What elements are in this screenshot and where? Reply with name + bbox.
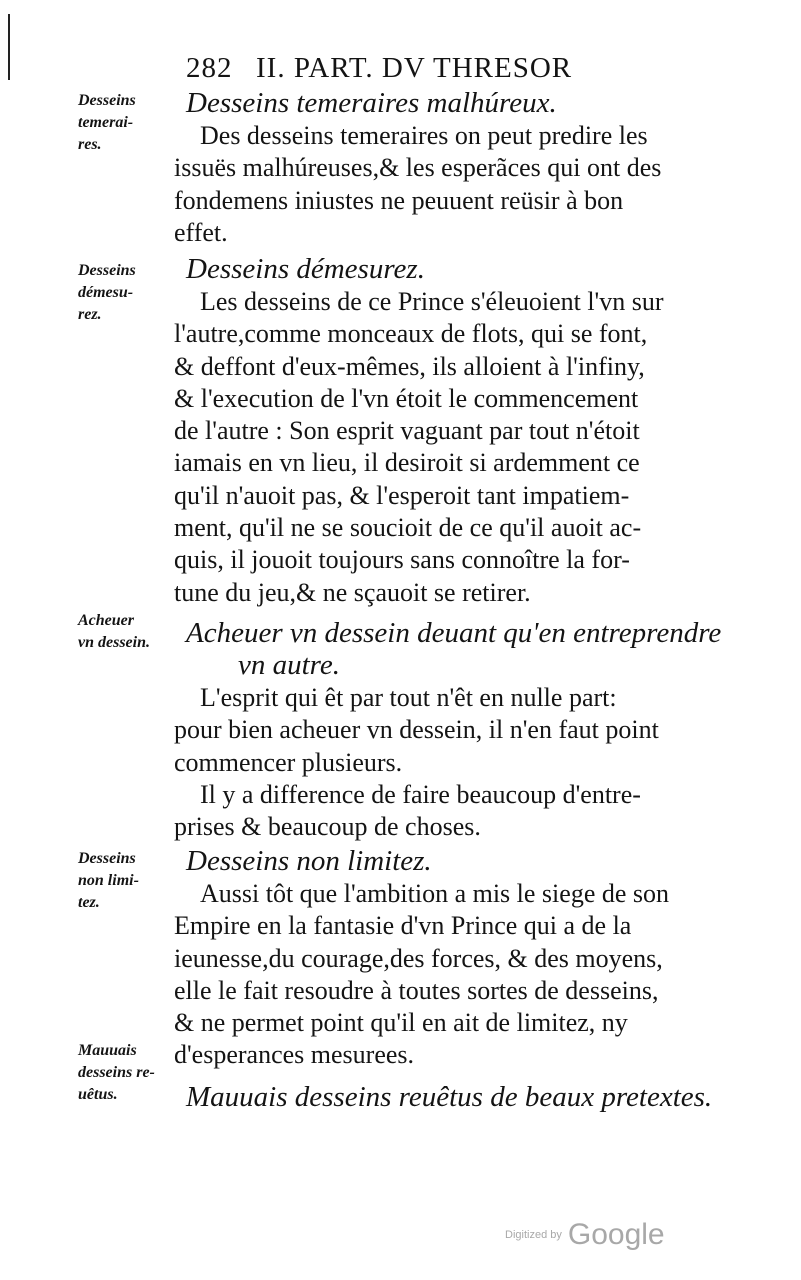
margin-note-line: vn dessein. [78,634,150,651]
margin-note-desseins-non-limitez [78,848,170,914]
text-line: Il y a difference de faire beaucoup d'entre- [200,779,641,809]
running-header [186,52,572,85]
text-line: issuës malhúreuses,& les esperãces qui ont des [174,153,662,183]
section-text [174,682,714,843]
running-title: II. PART. DV THRESOR [256,52,573,84]
section-heading: Acheuer vn dessein deuant qu'en entreprendre [186,617,722,649]
google-logo: Google [567,1218,665,1251]
section-text [174,878,714,1072]
section-heading: Desseins temeraires malhúreux. [186,87,557,119]
section-heading: Desseins démesurez. [186,253,425,285]
text-line: ieunesse,du courage,des forces, & des moyens, [174,943,663,973]
section-heading: Desseins non limitez. [186,845,432,877]
section-text [174,120,714,249]
text-line: Des desseins temeraires on peut predire les [200,121,648,150]
margin-note-line: Mauuais [78,1042,137,1059]
page-number: 282 [186,52,233,84]
text-line: quis, il jouoit toujours sans connoître la for- [174,545,630,575]
google-watermark [505,1218,665,1252]
margin-note-line: Acheuer [78,612,134,629]
margin-note-line: desseins re- [78,1064,155,1081]
margin-note-acheuer-dessein [78,610,170,654]
text-line: pour bien acheuer vn dessein, il n'en faut point [174,715,659,745]
text-line: d'esperances mesurees. [174,1040,415,1070]
margin-note-desseins-temeraires [78,90,170,156]
text-line: prises & beaucoup de choses. [174,812,481,842]
text-line: effet. [174,217,228,247]
margin-note-line: non limi- [78,872,139,889]
text-line: Empire en la fantasie d'vn Prince qui a de la [174,911,632,941]
text-line: Aussi tôt que l'ambition a mis le siege de son [200,879,670,908]
margin-note-line: démesu- [78,284,134,301]
section-heading: Mauuais desseins reuêtus de beaux pretextes. [186,1081,713,1113]
text-line: iamais en vn lieu, il desiroit si ardemment ce [174,448,640,478]
text-line: fondemens iniustes ne peuuent reüsir à bon [174,185,624,215]
watermark-prefix: Digitized by [505,1229,562,1241]
margin-note-line: temerai- [78,114,134,131]
text-line: de l'autre : Son esprit vaguant par tout n'étoit [174,416,640,446]
section-heading-continued: vn autre. [238,649,341,681]
margin-note-line: tez. [78,894,100,911]
margin-note-line: Desseins [78,262,136,279]
margin-note-line: res. [78,136,102,153]
text-line: & deffont d'eux-mêmes, ils alloient à l'infiny, [174,351,645,381]
text-line: L'esprit qui êt par tout n'êt en nulle part: [200,683,617,712]
margin-note-line: rez. [78,306,102,323]
text-line: ment, qu'il ne se soucioit de ce qu'il auoit ac- [174,513,642,543]
text-line: l'autre,comme monceaux de flots, qui se font, [174,319,648,349]
text-line: Les desseins de ce Prince s'éleuoient l'vn sur [200,287,664,316]
margin-note-desseins-demesurez [78,260,170,326]
margin-note-line: uêtus. [78,1086,118,1103]
text-line: commencer plusieurs. [174,747,403,777]
page-edge-rule [8,14,10,80]
margin-note-line: Desseins [78,92,136,109]
text-line: & ne permet point qu'il en ait de limitez, ny [174,1008,628,1038]
text-line: & l'execution de l'vn étoit le commencement [174,383,639,413]
section-text [174,286,714,609]
text-line: qu'il n'auoit pas, & l'esperoit tant impatiem- [174,480,630,510]
margin-note-line: Desseins [78,850,136,867]
text-line: elle le fait resoudre à toutes sortes de desseins, [174,975,659,1005]
margin-note-mauuais-desseins [78,1040,170,1106]
text-line: tune du jeu,& ne sçauoit se retirer. [174,577,531,607]
